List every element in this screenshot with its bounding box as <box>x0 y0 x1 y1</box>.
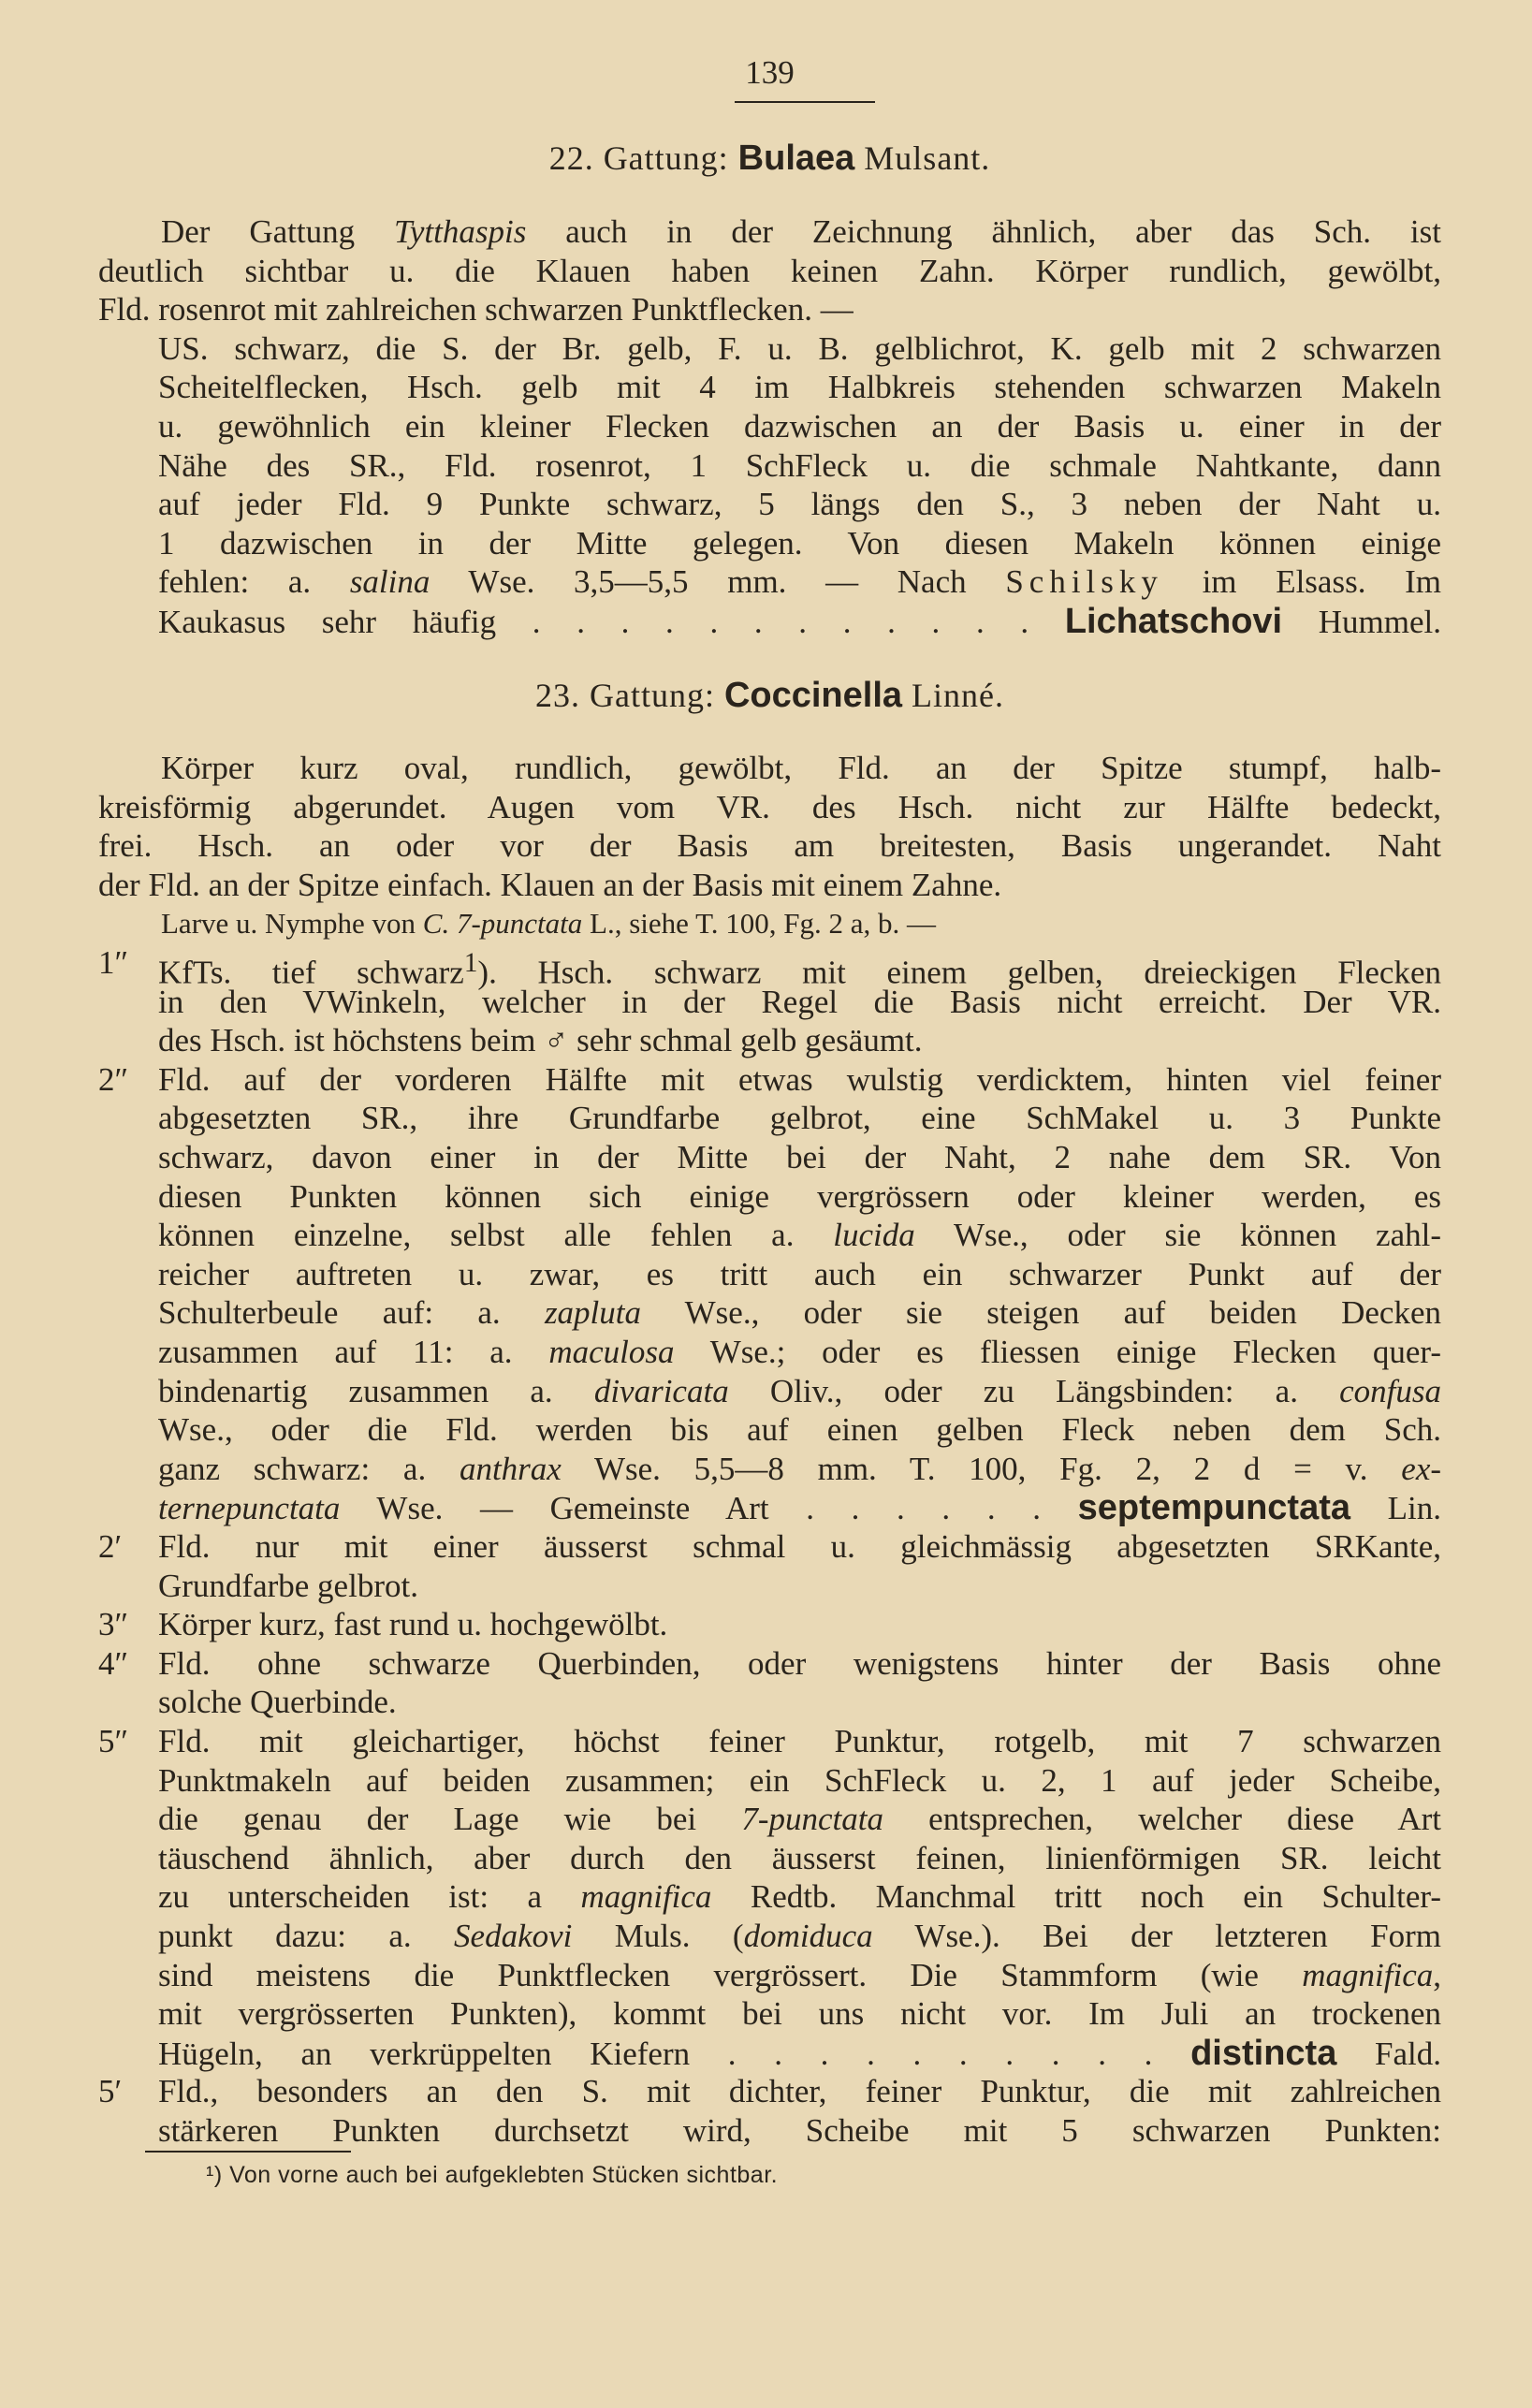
key-line: können einzelne, selbst alle fehlen a. lucida Wse., oder sie können zahl- <box>158 1217 1441 1253</box>
key-line: zusammen auf 11: a. maculosa Wse.; oder es fliessen einige Flecken quer- <box>158 1334 1441 1370</box>
key-line: Schulterbeule auf: a. zapluta Wse., oder sie steigen auf beiden Decken <box>158 1294 1441 1331</box>
key-line: Grundfarbe gelbrot. <box>158 1568 418 1604</box>
genus-22-heading <box>98 139 1441 179</box>
genus-23-line: Larve u. Nymphe von C. 7-punctata L., siehe T. 100, Fg. 2 a, b. — <box>161 907 937 940</box>
key-line: KfTs. tief schwarz$^1$). Hsch. schwarz mit einem gelben, dreieckigen Flecken <box>158 948 1442 991</box>
genus-23-heading <box>98 676 1441 716</box>
key-line: Fld., besonders an den S. mit dichter, feiner Punktur, die mit zahlreichen <box>158 2073 1441 2109</box>
key-line: diesen Punkten können sich einige vergrössern oder kleiner werden, es <box>158 1178 1441 1215</box>
key-line: ternepunctata Wse. — Gemeinste Art . . . . . . septempunctata Lin. <box>158 1488 1441 1527</box>
genus-23-line: frei. Hsch. an oder vor der Basis am breitesten, Basis ungerandet. Naht <box>98 827 1441 864</box>
genus-22-name: Bulaea <box>737 139 855 178</box>
genus-23-line: kreisförmig abgerundet. Augen vom VR. des Hsch. nicht zur Hälfte bedeckt, <box>98 789 1441 825</box>
key-line: die genau der Lage wie bei 7-punctata entsprechen, welcher diese Art <box>158 1801 1441 1837</box>
key-line: stärkeren Punkten durchsetzt wird, Scheibe mit 5 schwarzen Punkten: <box>158 2112 1441 2149</box>
genus-22-line: Fld. rosenrot mit zahlreichen schwarzen Punktflecken. — <box>98 291 854 328</box>
page-number-rule <box>735 101 875 103</box>
key-line: in den VWinkeln, welcher in der Regel die Basis nicht erreicht. Der VR. <box>158 984 1441 1020</box>
key-line: schwarz, davon einer in der Mitte bei der Naht, 2 nahe dem SR. Von <box>158 1139 1441 1175</box>
genus-22-line: Nähe des SR., Fld. rosenrot, 1 SchFleck u. die schmale Nahtkante, dann <box>158 447 1441 484</box>
key-couplet-number: 4″ <box>98 1645 129 1682</box>
genus-22-author: Mulsant. <box>864 139 991 177</box>
genus-23-name: Coccinella <box>723 676 903 715</box>
key-couplet-number: 5″ <box>98 1723 129 1759</box>
key-line: Fld. auf der vorderen Hälfte mit etwas wulstig verdicktem, hinten viel feiner <box>158 1061 1441 1098</box>
genus-22-line: fehlen: a. salina Wse. 3,5—5,5 mm. — Nach Schilsky im Elsass. Im <box>158 563 1441 600</box>
genus-22-line: US. schwarz, die S. der Br. gelb, F. u. B. gelblichrot, K. gelb mit 2 schwarzen <box>158 330 1441 367</box>
genus-22-line: Kaukasus sehr häufig . . . . . . . . . . . . Lichatschovi Hummel. <box>158 602 1442 641</box>
key-line: solche Querbinde. <box>158 1684 397 1720</box>
genus-22-line: Der Gattung Tytthaspis auch in der Zeichnung ähnlich, aber das Sch. ist <box>161 213 1441 250</box>
key-line: mit vergrösserten Punkten), kommt bei uns nicht vor. Im Juli an trockenen <box>158 1995 1441 2032</box>
page-number: 139 <box>745 54 795 91</box>
footnote: ¹) Von vorne auch bei aufgeklebten Stücken sichtbar. <box>206 2162 779 2188</box>
footnote-rule <box>145 2151 351 2153</box>
key-line: bindenartig zusammen a. divaricata Oliv., oder zu Längsbinden: a. confusa <box>158 1373 1441 1409</box>
genus-22-line: deutlich sichtbar u. die Klauen haben keinen Zahn. Körper rundlich, gewölbt, <box>98 253 1441 289</box>
key-line: Körper kurz, fast rund u. hochgewölbt. <box>158 1606 668 1642</box>
key-line: Punktmakeln auf beiden zusammen; ein SchFleck u. 2, 1 auf jeder Scheibe, <box>158 1762 1441 1799</box>
key-line: Fld. mit gleichartiger, höchst feiner Punktur, rotgelb, mit 7 schwarzen <box>158 1723 1441 1759</box>
genus-23-author: Linné. <box>912 677 1005 714</box>
genus-22-line: auf jeder Fld. 9 Punkte schwarz, 5 längs den S., 3 neben der Naht u. <box>158 486 1441 522</box>
genus-23-line: Körper kurz oval, rundlich, gewölbt, Fld. an der Spitze stumpf, halb- <box>161 750 1441 786</box>
key-couplet-number: 2″ <box>98 1061 129 1098</box>
key-line: reicher auftreten u. zwar, es tritt auch ein schwarzer Punkt auf der <box>158 1256 1441 1292</box>
key-line: Fld. nur mit einer äusserst schmal u. gleichmässig abgesetzten SRKante, <box>158 1528 1441 1565</box>
key-line: sind meistens die Punktflecken vergrössert. Die Stammform (wie magnifica, <box>158 1957 1441 1993</box>
genus-22-line: Scheitelflecken, Hsch. gelb mit 4 im Halbkreis stehenden schwarzen Makeln <box>158 369 1441 405</box>
key-couplet-number: 3″ <box>98 1606 129 1642</box>
genus-22-line: u. gewöhnlich ein kleiner Flecken dazwischen an der Basis u. einer in der <box>158 408 1441 445</box>
key-line: des Hsch. ist höchstens beim ♂ sehr schmal gelb gesäumt. <box>158 1022 923 1058</box>
key-line: Hügeln, an verkrüppelten Kiefern . . . . . . . . . . distincta Fald. <box>158 2034 1441 2073</box>
key-line: zu unterscheiden ist: a magnifica Redtb. Manchmal tritt noch ein Schulter- <box>158 1878 1441 1915</box>
key-line: abgesetzten SR., ihre Grundfarbe gelbrot, eine SchMakel u. 3 Punkte <box>158 1100 1441 1136</box>
genus-23-prefix: 23. Gattung: <box>534 677 715 714</box>
key-line: Fld. ohne schwarze Querbinden, oder wenigstens hinter der Basis ohne <box>158 1645 1441 1682</box>
key-line: punkt dazu: a. Sedakovi Muls. (domiduca Wse.). Bei der letzteren Form <box>158 1918 1441 1954</box>
key-line: ganz schwarz: a. anthrax Wse. 5,5—8 mm. T. 100, Fg. 2, 2 d = v. ex- <box>158 1451 1442 1487</box>
key-couplet-number: 2′ <box>98 1528 123 1565</box>
genus-23-line: der Fld. an der Spitze einfach. Klauen an der Basis mit einem Zahne. <box>98 867 1002 903</box>
genus-22-line: 1 dazwischen in der Mitte gelegen. Von diesen Makeln können einige <box>158 525 1441 562</box>
genus-22-prefix: 22. Gattung: <box>548 139 729 177</box>
key-couplet-number: 5′ <box>98 2073 123 2109</box>
key-couplet-number: 1″ <box>98 944 129 981</box>
key-line: Wse., oder die Fld. werden bis auf einen gelben Fleck neben dem Sch. <box>158 1411 1441 1448</box>
key-line: täuschend ähnlich, aber durch den äusserst feinen, linienförmigen SR. leicht <box>158 1840 1441 1876</box>
